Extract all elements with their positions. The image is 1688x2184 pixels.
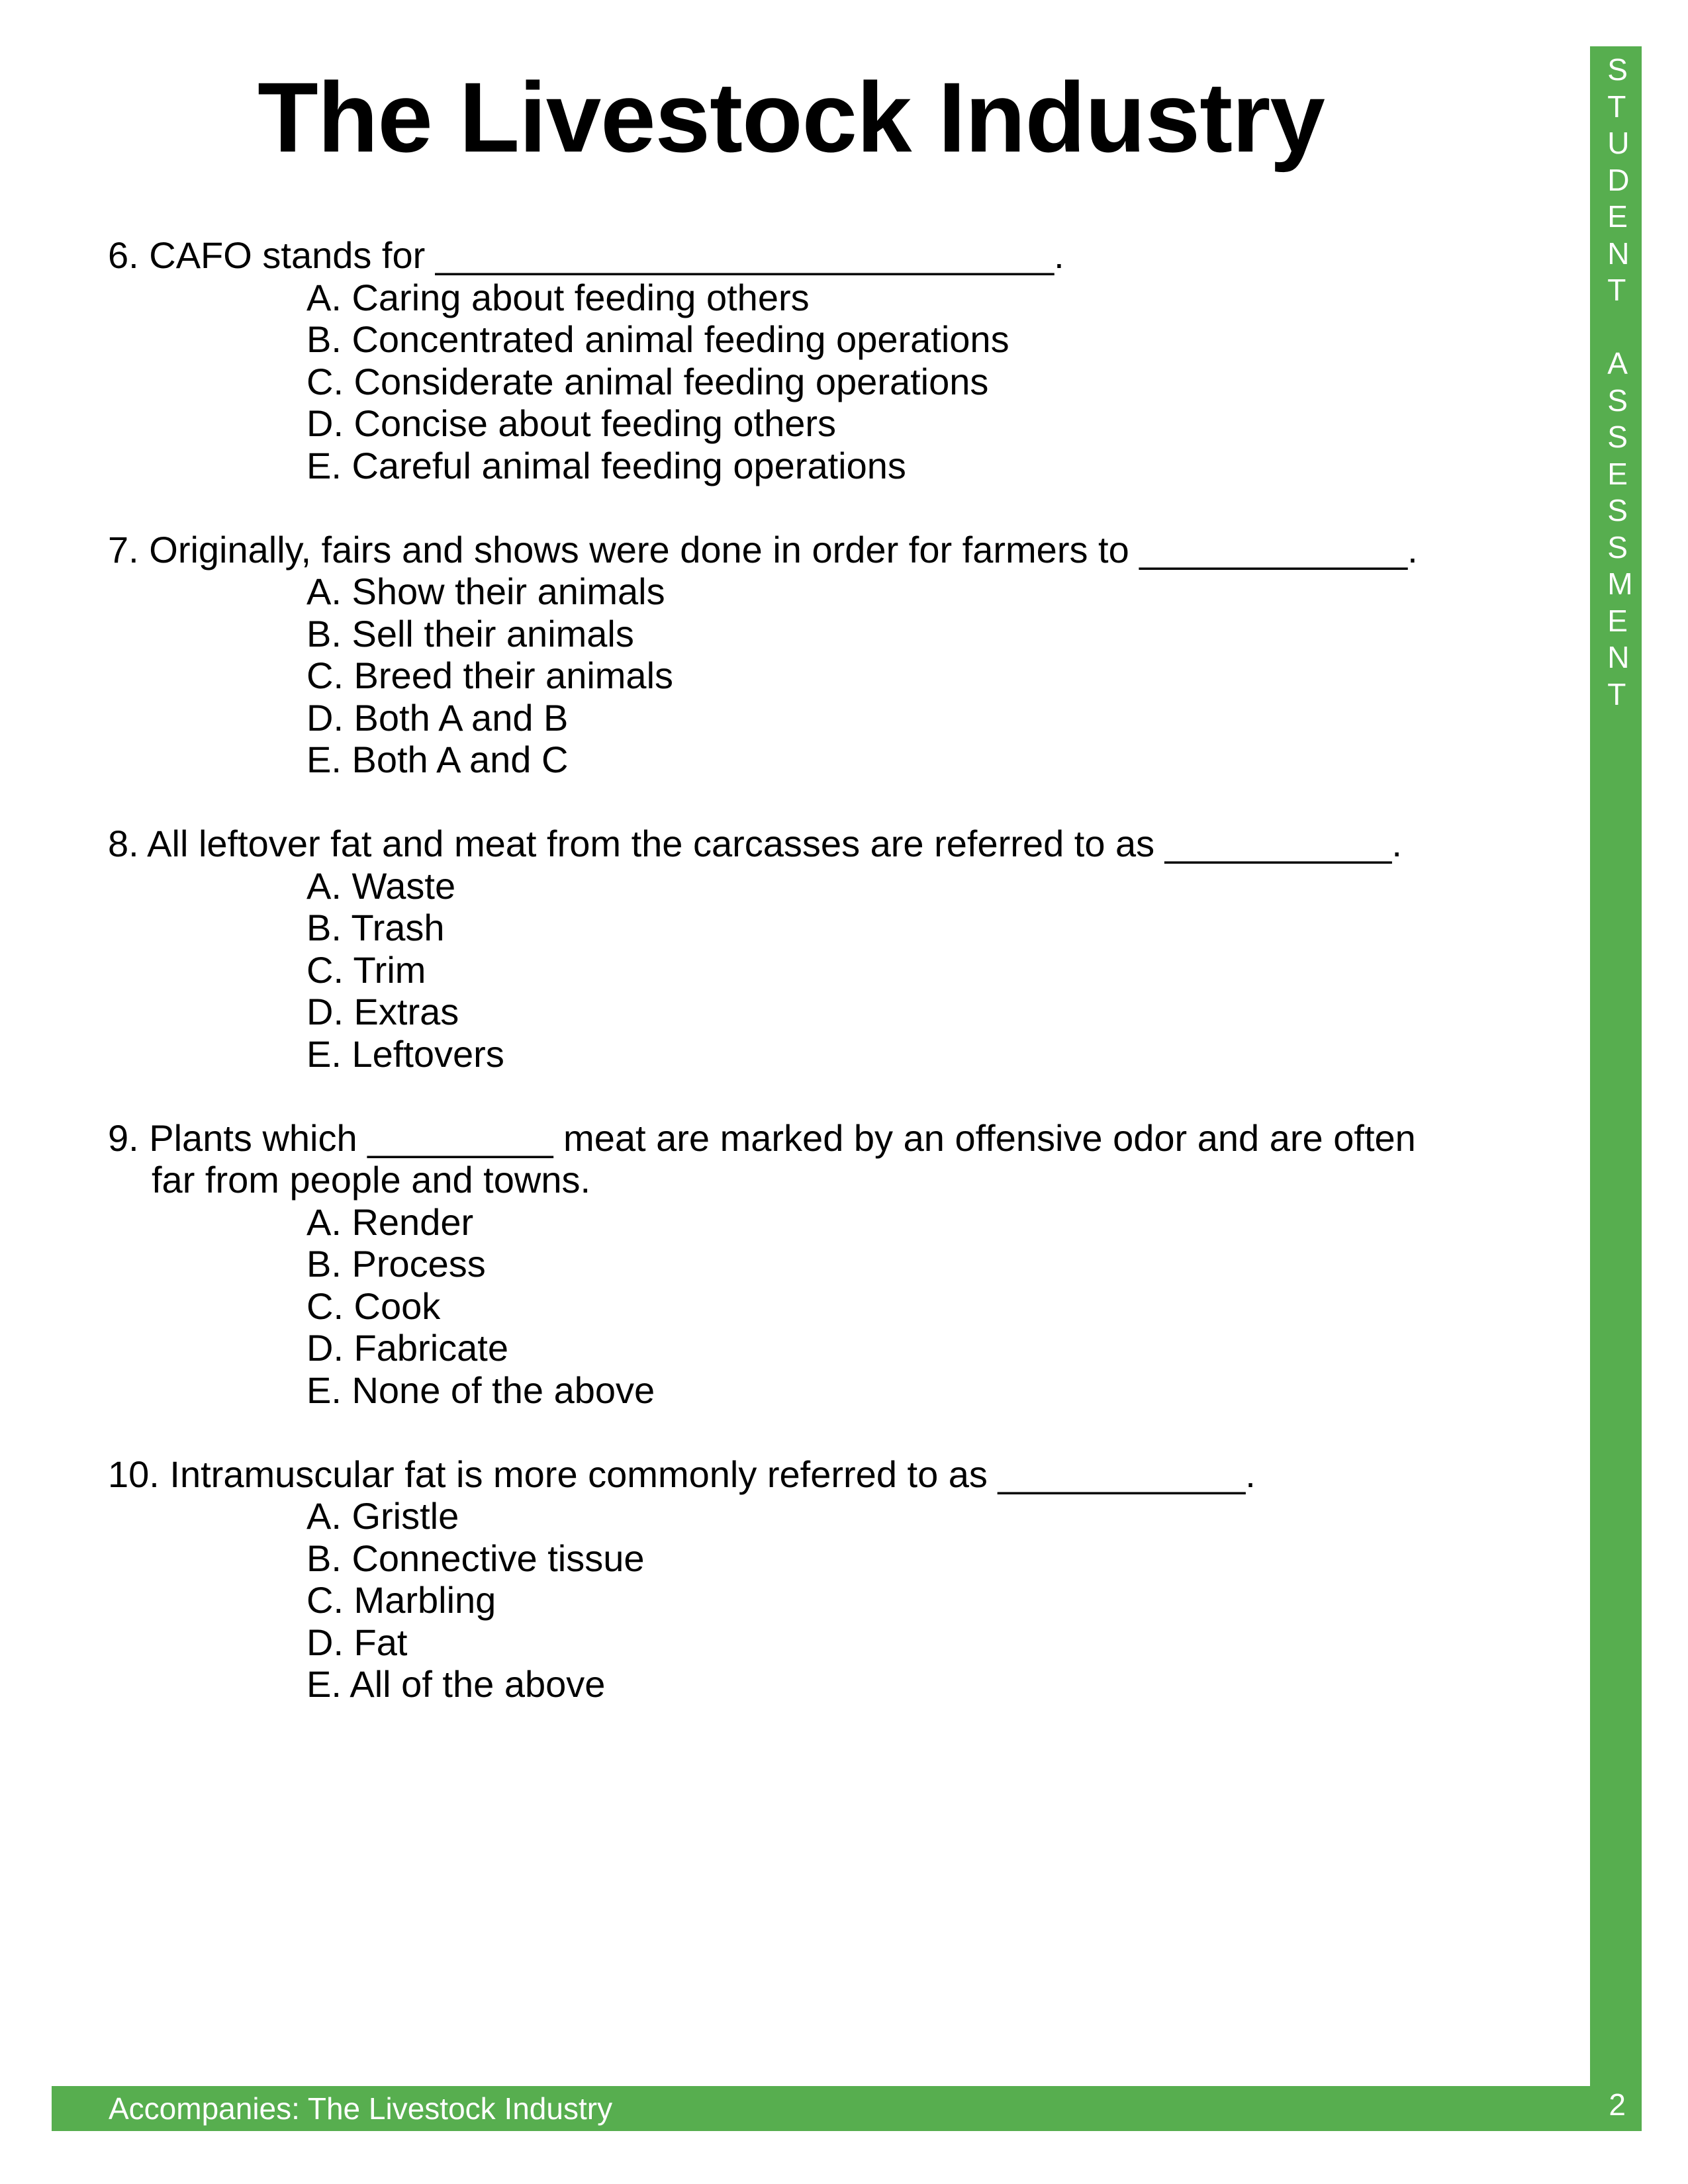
question-stem-continuation: far from people and towns. <box>152 1159 591 1201</box>
student-assessment-sidebar <box>1590 46 1642 2131</box>
answer-option: D. Both A and B <box>306 696 569 739</box>
answer-option: A. Waste <box>306 864 456 907</box>
answer-option: E. All of the above <box>306 1663 606 1705</box>
question-stem <box>108 1453 1498 1496</box>
question-stem <box>108 1117 1498 1201</box>
answer-options <box>108 1201 1498 1412</box>
answer-option: A. Caring about feeding others <box>306 276 810 318</box>
question-stem-text: 10. Intramuscular fat is more commonly referred to as ____________. <box>108 1453 1256 1495</box>
answer-option: A. Show their animals <box>306 570 665 612</box>
answer-option: D. Extras <box>306 991 459 1032</box>
question-list <box>108 234 1498 1747</box>
question-stem-text: 8. All leftover fat and meat from the carcasses are referred to as ___________. <box>108 823 1402 864</box>
question-stem-text: 6. CAFO stands for ______________________________. <box>108 234 1064 276</box>
answer-option: E. None of the above <box>306 1369 655 1411</box>
answer-option: E. Careful animal feeding operations <box>306 444 906 486</box>
answer-options <box>108 277 1498 487</box>
question-stem <box>108 823 1498 865</box>
answer-option: D. Concise about feeding others <box>306 402 837 444</box>
answer-option: E. Leftovers <box>306 1032 504 1075</box>
answer-options <box>108 570 1498 781</box>
answer-option: B. Trash <box>306 907 445 948</box>
page-number: 2 <box>1609 2087 1626 2122</box>
question-stem-text: 7. Originally, fairs and shows were done in order for farmers to _____________. <box>108 528 1418 570</box>
question <box>108 529 1498 781</box>
sidebar-label-student: STUDENT <box>1607 52 1630 307</box>
answer-option: C. Considerate animal feeding operations <box>306 360 989 402</box>
answer-option: A. Render <box>306 1201 474 1243</box>
answer-options <box>108 1495 1498 1706</box>
answer-option: A. Gristle <box>306 1495 459 1537</box>
sidebar-label-assessment: ASSESSMENT <box>1607 346 1633 711</box>
answer-option: D. Fat <box>306 1621 408 1663</box>
page-title: The Livestock Industry <box>258 62 1325 173</box>
answer-option: C. Cook <box>306 1285 441 1327</box>
answer-option: E. Both A and C <box>306 739 569 780</box>
question-stem <box>108 234 1498 277</box>
answer-option: B. Concentrated animal feeding operations <box>306 318 1009 360</box>
answer-option: C. Trim <box>306 948 426 991</box>
answer-option: B. Connective tissue <box>306 1537 645 1579</box>
question <box>108 823 1498 1075</box>
footer-accompanies-text: Accompanies: The Livestock Industry <box>109 2091 613 2126</box>
answer-option: C. Breed their animals <box>306 655 674 696</box>
question-stem <box>108 529 1498 571</box>
question-stem-text: 9. Plants which _________ meat are marked by an offensive odor and are often <box>108 1116 1416 1159</box>
question <box>108 1117 1498 1412</box>
answer-option: C. Marbling <box>306 1579 496 1621</box>
answer-option: B. Process <box>306 1243 486 1285</box>
answer-options <box>108 865 1498 1075</box>
answer-option: D. Fabricate <box>306 1327 508 1369</box>
footer-bar <box>52 2086 1642 2131</box>
answer-option: B. Sell their animals <box>306 612 634 655</box>
sidebar-label <box>1590 52 1642 713</box>
question <box>108 1453 1498 1706</box>
question <box>108 234 1498 486</box>
